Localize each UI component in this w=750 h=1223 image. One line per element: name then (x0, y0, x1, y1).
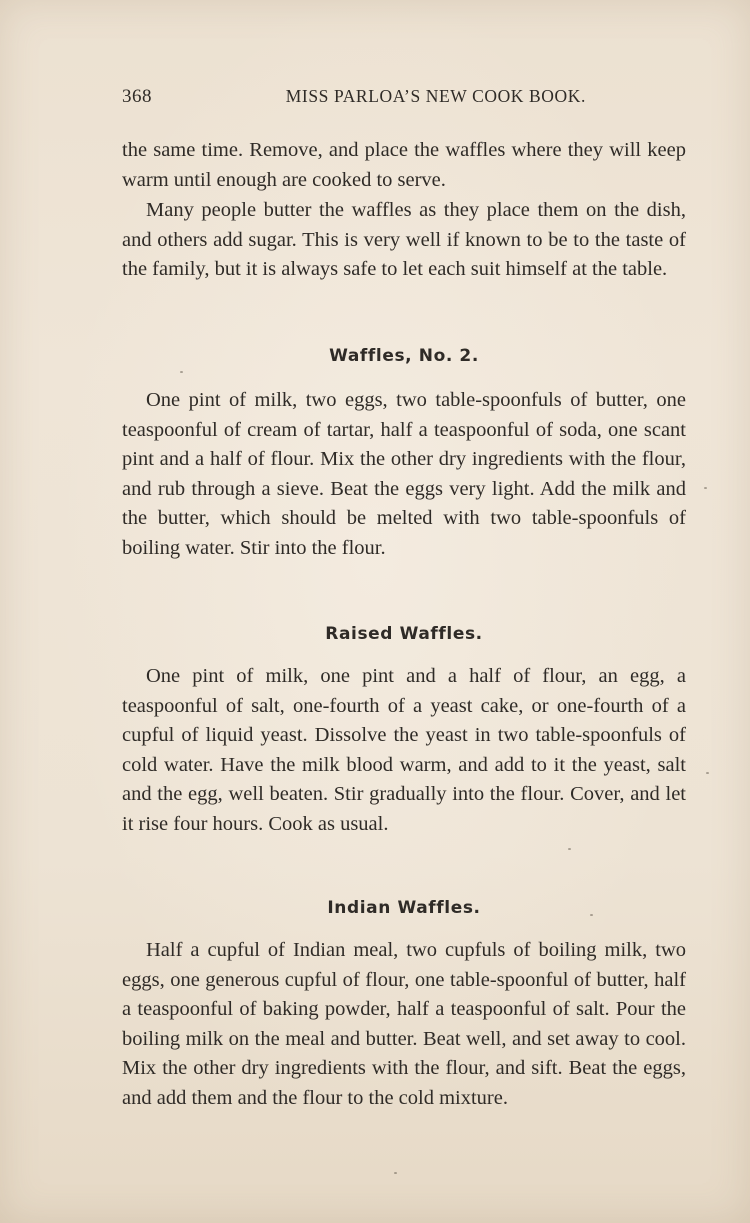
recipe-text-raised-waffles: One pint of milk, one pint and a half of flour, an egg, a teaspoonful of salt, one-fourth of a yeast cake, or one-fourth of a cupful of liquid yeast. Dissolve the yeast in two table-spoonfuls of cold water. Have the milk blood warm, and add to it the yeast, salt and the egg, well beaten. Stir gradually into the flour. Cover, and let it rise four hours. Cook as usual. (122, 665, 686, 835)
page-header (122, 86, 586, 112)
paper-speck (394, 1172, 397, 1174)
paper-speck (568, 848, 571, 850)
paper-speck (706, 772, 709, 774)
paper-speck (704, 487, 707, 489)
recipe-title-waffles-no-2: Waffles, No. 2. (329, 346, 479, 366)
paper-speck (180, 371, 183, 373)
recipe-text-indian-waffles: Half a cupful of Indian meal, two cupfuls of boiling milk, two eggs, one generous cupful of flour, one table-spoonful of butter, half a teaspoonful of baking powder, half a teaspoonful of salt. Pour the boiling milk on the meal and butter. Beat well, and set away to cool. Mix the other dry ingredients with the flour, and sift. Beat the eggs, and add them and the flour to the cold mixture. (122, 939, 686, 1109)
paragraph-continuation: the same time. Remove, and place the waffles where they will keep warm until enough are cooked to serve. (122, 139, 686, 191)
paragraph-butter-note: Many people butter the waffles as they place them on the dish, and others add sugar. This is very well if known to be to the taste of the family, but it is always safe to let each suit himself at the table. (122, 199, 686, 281)
running-head: MISS PARLOA’S NEW COOK BOOK. (285, 86, 586, 106)
recipe-title-raised-waffles: Raised Waffles. (325, 624, 483, 644)
recipe-text-waffles-no-2: One pint of milk, two eggs, two table-spoonfuls of butter, one teaspoonful of cream of tartar, half a teaspoonful of soda, one scant pint and a half of flour. Mix the other dry ingredients with the flour, and rub through a sieve. Beat the eggs very light. Add the milk and the butter, which should be melted with two table-spoonfuls of boiling water. Stir into the flour. (122, 389, 686, 559)
paper-speck (590, 914, 593, 916)
page-number: 368 (122, 86, 152, 107)
recipe-title-indian-waffles: Indian Waffles. (327, 898, 481, 918)
